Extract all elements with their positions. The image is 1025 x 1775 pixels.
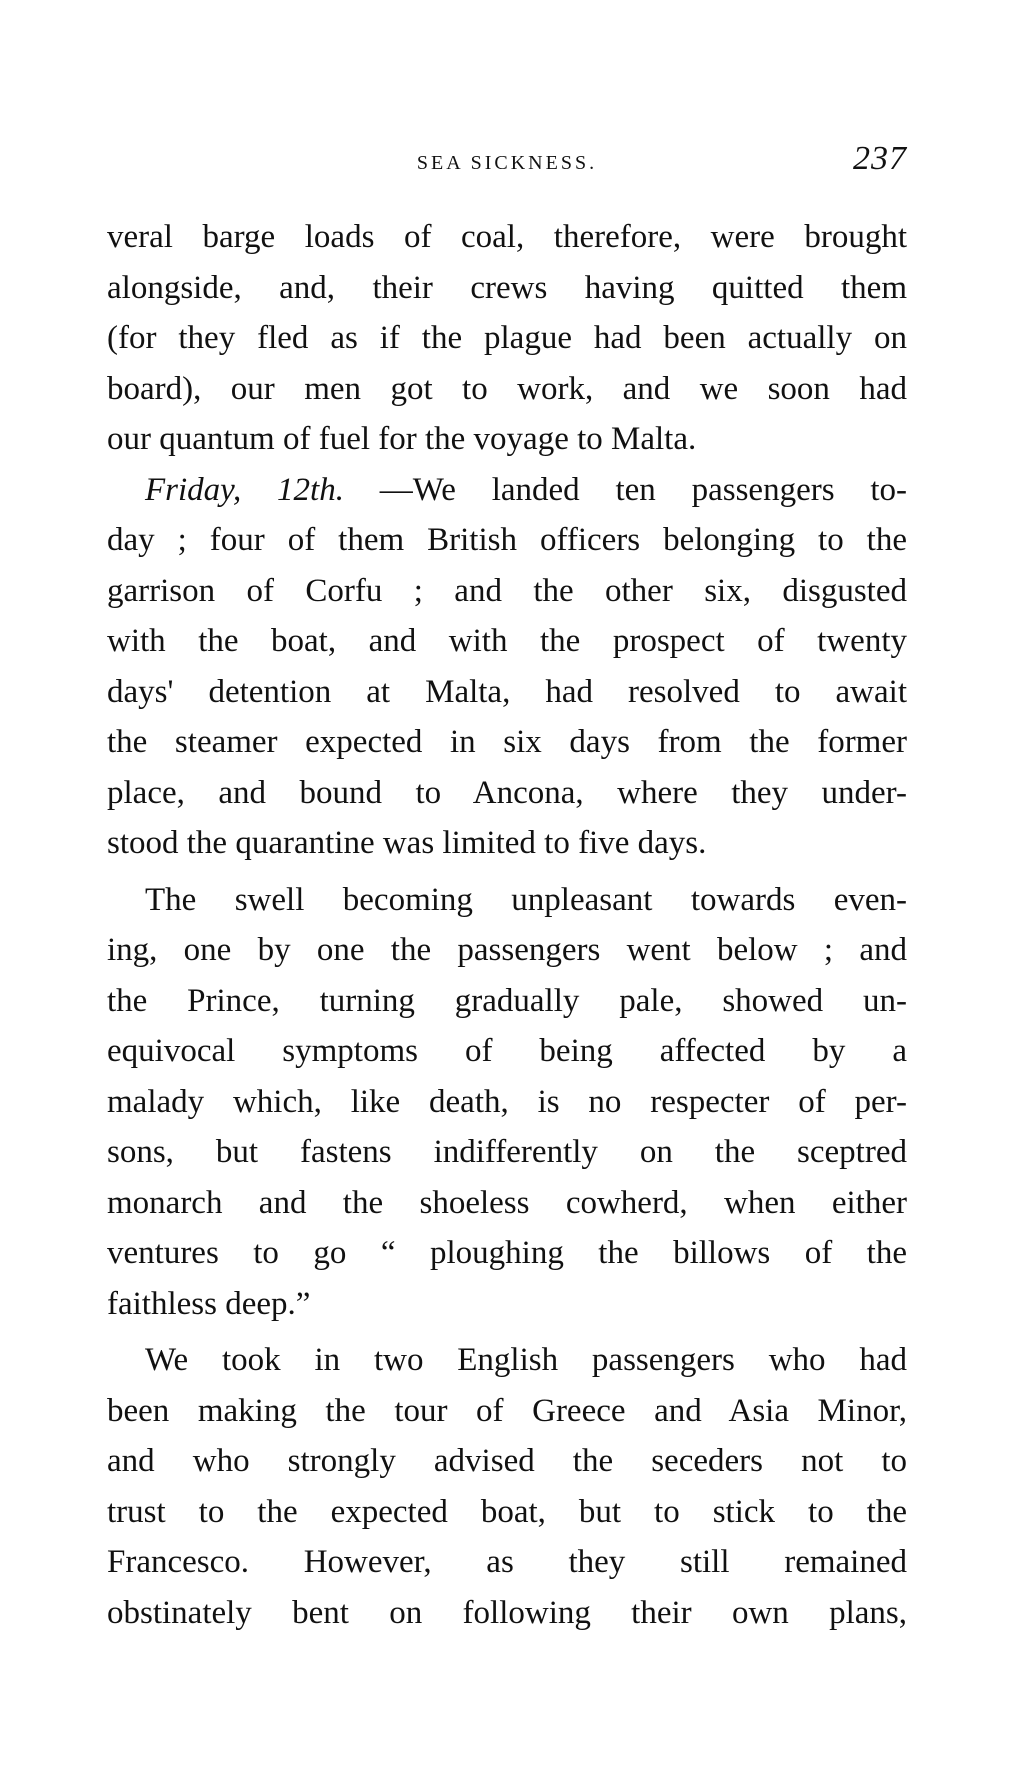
text-line: malady which, like death, is no respecter of per- <box>107 1083 907 1120</box>
paragraph <box>107 465 907 869</box>
text-line: The swell becoming unpleasant towards even- <box>145 881 907 918</box>
text-fragment: —We landed ten passengers to- <box>343 471 907 508</box>
text-line: (for they fled as if the plague had been actually on <box>107 320 907 356</box>
text-line: board), our men got to work, and we soon had <box>107 370 907 407</box>
paragraph <box>107 875 907 1330</box>
text-line: the Prince, turning gradually pale, showed un- <box>107 982 907 1019</box>
text-line <box>107 465 907 516</box>
text-line: ing, one by one the passengers went below ; and <box>107 932 907 968</box>
page-number: 237 <box>853 140 907 177</box>
text-line: monarch and the shoeless cowherd, when either <box>107 1184 907 1221</box>
text-line: obstinately bent on following their own plans, <box>107 1594 907 1631</box>
text-line: ventures to go “ ploughing the billows of the <box>107 1235 907 1271</box>
text-line: and who strongly advised the seceders not to <box>107 1443 907 1479</box>
text-line: day ; four of them British officers belonging to the <box>107 522 907 558</box>
date-heading: Friday, 12th. <box>145 471 344 508</box>
text-line: alongside, and, their crews having quitted them <box>107 269 907 306</box>
text-line: Francesco. However, as they still remained <box>107 1544 907 1580</box>
text-line: the steamer expected in six days from the former <box>107 724 907 760</box>
text-line: We took in two English passengers who had <box>145 1342 907 1378</box>
text-line: days' detention at Malta, had resolved to await <box>107 673 907 710</box>
text-line: with the boat, and with the prospect of twenty <box>107 623 907 659</box>
paragraph <box>107 1335 907 1638</box>
running-title: SEA SICKNESS. <box>416 152 598 174</box>
text-line: veral barge loads of coal, therefore, were brought <box>107 219 907 255</box>
text-line: stood the quarantine was limited to five days. <box>107 825 707 861</box>
text-line: sons, but fastens indifferently on the sceptred <box>107 1134 907 1170</box>
text-line: been making the tour of Greece and Asia Minor, <box>107 1392 907 1429</box>
paragraph <box>107 212 907 465</box>
text-line: trust to the expected boat, but to stick to the <box>107 1493 907 1530</box>
text-line: garrison of Corfu ; and the other six, disgusted <box>107 572 907 609</box>
body-text <box>107 212 907 1638</box>
text-line: our quantum of fuel for the voyage to Malta. <box>107 421 697 457</box>
running-head <box>107 140 907 190</box>
text-line: equivocal symptoms of being affected by a <box>107 1033 907 1069</box>
text-line: faithless deep.” <box>107 1285 311 1322</box>
text-line: place, and bound to Ancona, where they under- <box>107 774 907 811</box>
